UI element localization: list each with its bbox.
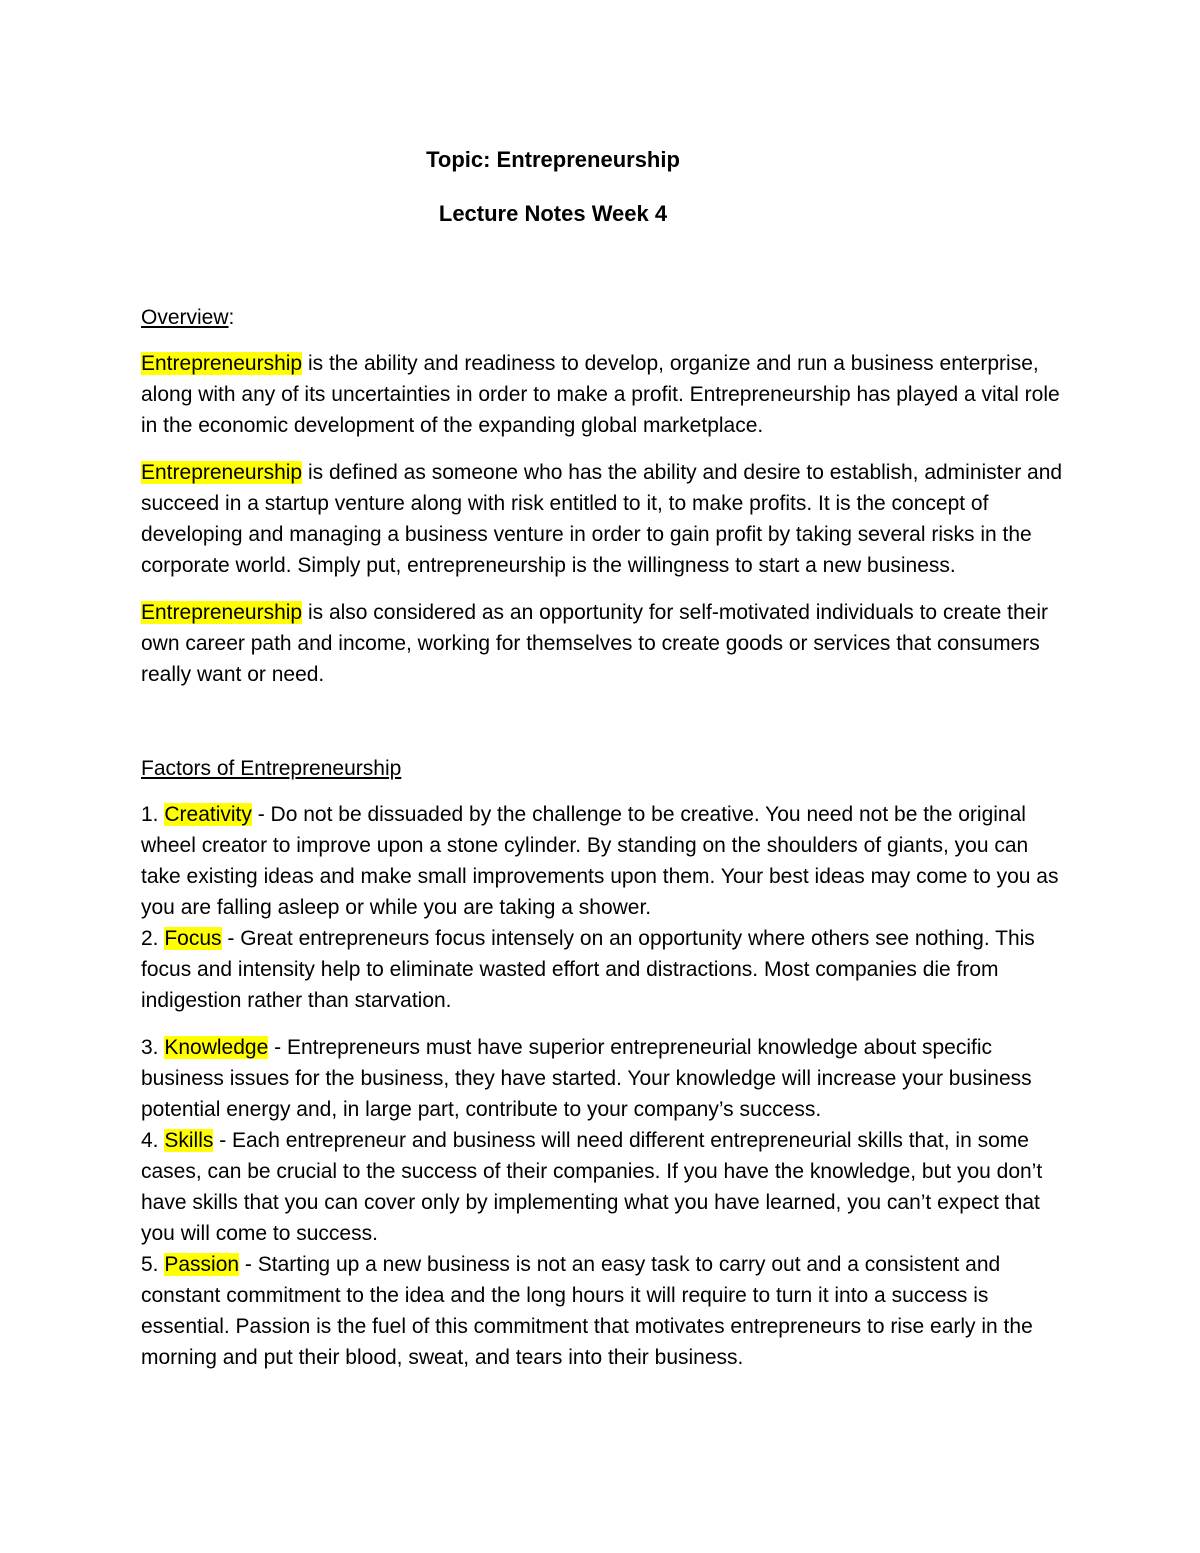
lecture-subtitle: Lecture Notes Week 4 — [438, 201, 668, 226]
highlighted-term: Creativity — [164, 803, 252, 826]
highlighted-term: Entrepreneurship — [141, 352, 303, 375]
overview-heading-colon: : — [228, 306, 235, 329]
factor-item-knowledge — [141, 1032, 1066, 1373]
paragraph-text: is defined as someone who has the ability and desire to establish, administer and succeed in a startup venture along with risk entitled to it, to make profits. It is the concept of developing and managing a business venture in order to gain profit by taking several risks in the corporate world. Simply put, entrepreneurship is the willingness to start a new business. — [141, 461, 1063, 577]
highlighted-term: Focus — [164, 927, 222, 950]
factor-number: 4. — [141, 1129, 165, 1152]
factor-text: - Do not be dissuaded by the challenge to be creative. You need not be the original wheel creator to improve upon a stone cylinder. By standing on the shoulders of giants, you can take existing ideas and make small improvements upon them. Your best ideas may come to you as you are falling asleep or while you are taking a shower. — [141, 803, 1059, 919]
factors-heading-label: Factors of Entrepreneurship — [141, 757, 402, 780]
overview-paragraph-2 — [141, 457, 1066, 581]
paragraph-text: is the ability and readiness to develop, organize and run a business enterprise, along with any of its uncertainties in order to make a profit. Entrepreneurship has played a vital role in the economic development of the expanding global marketplace. — [141, 352, 1060, 437]
overview-heading-label: Overview — [141, 306, 229, 329]
factor-number: 2. — [141, 927, 165, 950]
overview-heading — [141, 302, 1066, 333]
factor-number: 5. — [141, 1253, 165, 1276]
factor-text: - Starting up a new business is not an easy task to carry out and a consistent and constant commitment to the idea and the long hours it will require to turn it into a success is essential. Passion is the fuel of this commitment that motivates entrepreneurs to rise early in the morning and put their blood, sweat, and tears into their business. — [141, 1253, 1033, 1369]
factor-item-creativity — [141, 799, 1066, 1016]
overview-paragraph-3 — [141, 597, 1066, 690]
factor-text: - Great entrepreneurs focus intensely on an opportunity where others see nothing. This focus and intensity help to eliminate wasted effort and distractions. Most companies die from indigestion rather than starvation. — [141, 927, 1035, 1012]
factor-number: 3. — [141, 1036, 165, 1059]
overview-paragraph-1 — [141, 348, 1066, 441]
highlighted-term: Entrepreneurship — [141, 461, 303, 484]
highlighted-term: Entrepreneurship — [141, 601, 303, 624]
factor-text: - Entrepreneurs must have superior entrepreneurial knowledge about specific business issues for the business, they have started. Your knowledge will increase your business potential energy and, in large part, contribute to your company’s success. — [141, 1036, 1032, 1121]
topic-title: Topic: Entrepreneurship — [426, 147, 680, 172]
highlighted-term: Passion — [164, 1253, 240, 1276]
highlighted-term: Skills — [164, 1129, 214, 1152]
paragraph-text: is also considered as an opportunity for self-motivated individuals to create their own career path and income, working for themselves to create goods or services that consumers really want or need. — [141, 601, 1048, 686]
factor-number: 1. — [141, 803, 165, 826]
factor-text: - Each entrepreneur and business will need different entrepreneurial skills that, in some cases, can be crucial to the success of their companies. If you have the knowledge, but you don’t have skills that you can cover only by implementing what you have learned, you can’t expect that you will come to success. — [141, 1129, 1043, 1245]
factors-heading — [141, 753, 1066, 784]
highlighted-term: Knowledge — [164, 1036, 269, 1059]
